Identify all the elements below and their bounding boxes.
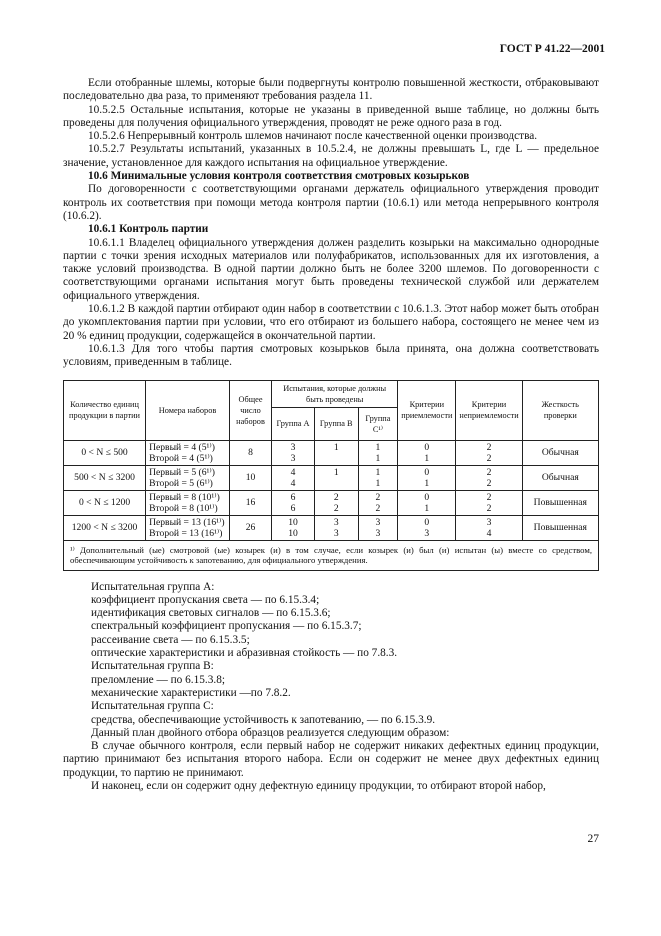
cell-group-c: 2 2 — [358, 490, 398, 515]
cell-group-b: 1 — [314, 440, 358, 465]
paragraph: 10.6.1.1 Владелец официального утверждения должен разделить козырьки на максимально однородные партии с точки зрения исходных материалов или полуфабрикатов, использованных для их изготовления, а также условий производства. В одной партии должно быть не более 3200 шлемов. По договоренности с соответствующими органами испытания могут быть проведены технической службой или держателем официального утверждения. — [63, 236, 599, 302]
header-acceptance: Критерии приемлемости — [398, 380, 456, 440]
list-item: Данный план двойного отбора образцов реализуется следующим образом: — [91, 726, 450, 739]
page-number: 27 — [587, 833, 599, 845]
list-item: средства, обеспечивающие устойчивость к запотеванию, — по 6.15.3.9. — [91, 713, 436, 726]
cell-sets — [146, 440, 230, 465]
table-row — [64, 440, 599, 465]
cell-group-a: 10 10 — [272, 515, 315, 540]
header-sets: Номера наборов — [146, 380, 230, 440]
list-item: коэффициент пропускания света — по 6.15.3.4; — [91, 593, 320, 606]
cell-acceptance: 0 1 — [398, 440, 456, 465]
cell-strictness: Обычная — [522, 440, 598, 465]
paragraph: 10.5.2.5 Остальные испытания, которые не указаны в приведенной выше таблице, но должны быть проведены для получения официального утверждения, проводят не реже одного раза в год. — [63, 103, 599, 129]
header-tests: Испытания, которые должны быть проведены — [272, 380, 398, 407]
cell-quantity: 1200 < N ≤ 3200 — [64, 515, 146, 540]
cell-sets — [146, 465, 230, 490]
list-item: идентификация световых сигналов — по 6.15.3.6; — [91, 607, 331, 620]
cell-group-c: 3 3 — [358, 515, 398, 540]
paragraph: 10.5.2.6 Непрерывный контроль шлемов начинают после качественной оценки производства. — [88, 130, 538, 143]
cell-group-b: 2 2 — [314, 490, 358, 515]
table-footnote: ¹⁾ Дополнительный (ые) смотровой (ые) козырек (и) в том случае, если козырек (и) был (и) испытан (ы) вместе со средством, обеспечивающим устойчивость к запотеванию, для официального утверждения. — [64, 540, 599, 570]
document-id: ГОСТ Р 41.22—2001 — [499, 43, 605, 55]
cell-total: 10 — [229, 465, 271, 490]
section-heading: 10.6 Минимальные условия контроля соответствия смотровых козырьков — [88, 170, 470, 183]
table-row — [64, 515, 599, 540]
cell-quantity: 0 < N ≤ 500 — [64, 440, 146, 465]
subsection-heading: 10.6.1 Контроль партии — [88, 223, 209, 236]
list-item: преломление — по 6.15.3.8; — [91, 673, 226, 686]
paragraph: В случае обычного контроля, если первый набор не содержит никаких дефектных единиц продукции, партию принимают без испытания второго набора. Если он содержит не менее двух дефектных единиц продукции, то партию не принимают. — [63, 740, 599, 779]
list-item: Испытательная группа А: — [91, 580, 215, 593]
cell-quantity: 500 < N ≤ 3200 — [64, 465, 146, 490]
header-rejection: Критерии неприемлемости — [456, 380, 522, 440]
sampling-table-wrap — [63, 380, 599, 571]
cell-group-a: 3 3 — [272, 440, 315, 465]
header-quantity: Количество единиц продукции в партии — [64, 380, 146, 440]
header-total: Общее число наборов — [229, 380, 271, 440]
cell-total: 8 — [229, 440, 271, 465]
list-item: рассеивание света — по 6.15.3.5; — [91, 633, 250, 646]
cell-acceptance: 0 1 — [398, 490, 456, 515]
set-first: Первый = 13 (16¹⁾) — [149, 516, 225, 528]
set-first: Первый = 5 (6¹⁾) — [149, 466, 215, 478]
page-content — [63, 77, 599, 793]
cell-acceptance: 0 3 — [398, 515, 456, 540]
set-first: Первый = 4 (5¹⁾) — [149, 441, 215, 453]
list-item: оптические характеристики и абразивная стойкость — по 7.8.3. — [91, 647, 398, 660]
list-item: Испытательная группа С: — [91, 700, 214, 713]
cell-rejection: 2 2 — [456, 465, 522, 490]
cell-group-a: 4 4 — [272, 465, 315, 490]
paragraph: 10.6.1.2 В каждой партии отбирают один набор в соответствии с 10.6.1.3. Этот набор может быть отобран до укомплектования партии при условии, что его отбирают из большего набора, состоящего не менее чем из 20 % единиц продукции, содержащейся в окончательной партии. — [63, 303, 599, 342]
table-row — [64, 490, 599, 515]
table-row — [64, 465, 599, 490]
set-first: Первый = 8 (10¹⁾) — [149, 491, 220, 503]
cell-group-c: 1 1 — [358, 440, 398, 465]
cell-group-b: 3 3 — [314, 515, 358, 540]
paragraph: По договоренности с соответствующими органами держатель официального утверждения проводит контроль их соответствия при помощи метода контроля партии (10.6.1) или метода непрерывного контроля (10.6.2). — [63, 183, 599, 222]
cell-group-b: 1 — [314, 465, 358, 490]
cell-rejection: 2 2 — [456, 490, 522, 515]
cell-group-c: 1 1 — [358, 465, 398, 490]
cell-total: 16 — [229, 490, 271, 515]
set-second: Второй = 13 (16¹⁾) — [149, 527, 223, 539]
set-second: Второй = 4 (5¹⁾) — [149, 452, 213, 464]
paragraph: 10.6.1.3 Для того чтобы партия смотровых козырьков была принята, она должна соответствовать условиям, приведенным в таблице. — [63, 342, 599, 369]
header-group-b: Группа В — [314, 407, 358, 440]
cell-quantity: 0 < N ≤ 1200 — [64, 490, 146, 515]
bottom-text — [63, 581, 599, 794]
cell-rejection: 2 2 — [456, 440, 522, 465]
paragraph: И наконец, если он содержит одну дефектную единицу продукции, то отбирают второй набор, — [91, 779, 546, 792]
cell-sets — [146, 515, 230, 540]
sampling-table — [63, 380, 599, 571]
cell-rejection: 3 4 — [456, 515, 522, 540]
cell-acceptance: 0 1 — [398, 465, 456, 490]
list-item: механические характеристики —по 7.8.2. — [91, 686, 291, 699]
cell-total: 26 — [229, 515, 271, 540]
cell-strictness: Повышенная — [522, 515, 598, 540]
header-group-a: Группа А — [272, 407, 315, 440]
cell-group-a: 6 6 — [272, 490, 315, 515]
paragraph: 10.5.2.7 Результаты испытаний, указанных в 10.5.2.4, не должны превышать L, где L — предельное значение, установленное для каждого испытания на официальное утверждение. — [63, 143, 599, 169]
list-item: спектральный коэффициент пропускания — по 6.15.3.7; — [91, 620, 362, 633]
paragraph: Если отобранные шлемы, которые были подвергнуты контролю повышенной жесткости, отбраковывают последовательно два раза, то применяют требования раздела 11. — [63, 77, 599, 103]
cell-sets — [146, 490, 230, 515]
cell-strictness: Повышенная — [522, 490, 598, 515]
header-strictness: Жесткость проверки — [522, 380, 598, 440]
header-group-c: Группа С¹⁾ — [358, 407, 398, 440]
list-item: Испытательная группа В: — [91, 660, 214, 673]
set-second: Второй = 8 (10¹⁾) — [149, 502, 218, 514]
cell-strictness: Обычная — [522, 465, 598, 490]
set-second: Второй = 5 (6¹⁾) — [149, 477, 213, 489]
